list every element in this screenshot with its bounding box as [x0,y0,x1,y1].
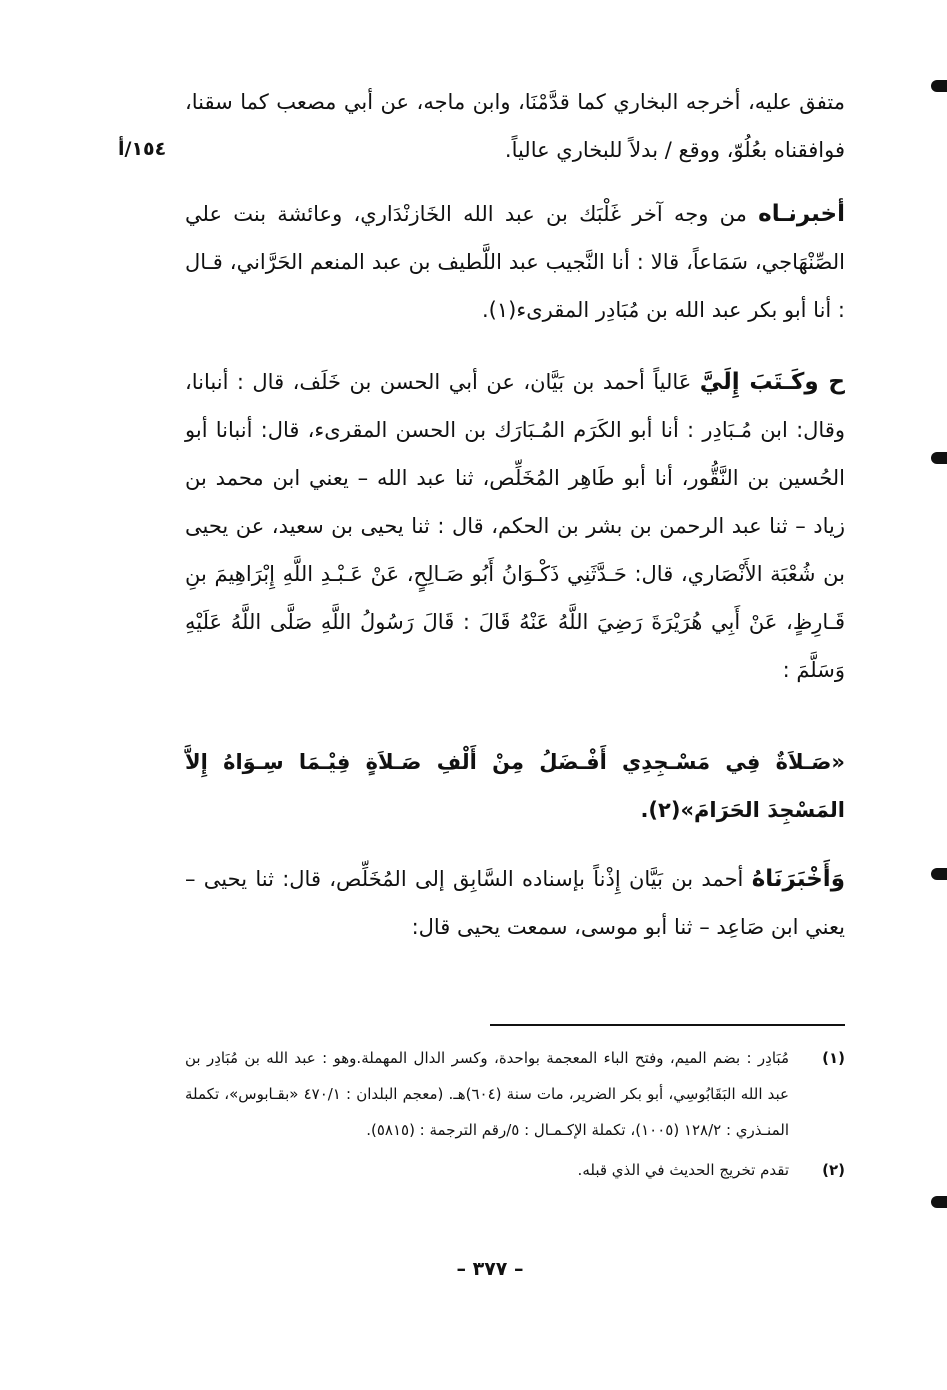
paragraph-text: من وجه آخر غَلْبَك بن عبد الله الخَازنْدَاري، وعائشة بنت علي الصِّنْهَاجي، سَمَاعاً، قالا : أنا النَّجيب عبد اللَّطيف بن عبد المنعم الحَرَّاني، قـال : أنا أبو بكر عبد الله بن مُبَادِر المقرىء(١). [185,202,845,322]
footnote-text: مُبَادِر : بضم الميم، وفتح الباء المعجمة بواحدة، وكسر الدال المهملة.وهو : عبد الله بن مُبَادِر بن عبد الله البَقَابُوسِي، أبو بكر الضرير، مات سنة (٦٠٤)هـ. (معجم البلدان : ٤٧٠/١ «بقـابوس»، تكملة المنـذري : ١٢٨/٢ (١٠٠٥)، تكملة الإكـمـال : ٥/رقم الترجمة : (٥٨١٥). [185,1049,789,1139]
footnote-divider [490,1024,845,1026]
paragraph-2 [185,190,845,334]
scan-edge-mark [931,1196,947,1208]
page-number: – ٣٧٧ – [456,1258,524,1280]
paragraph-5 [185,855,845,951]
paragraph-3 [185,358,845,694]
paragraph-4-hadith [185,738,845,834]
paragraph-lead: وَأَخْبَرَنَاهُ [751,866,845,892]
footnotes [185,1040,845,1192]
footnote-number: (١) [822,1049,845,1067]
paragraph-text: أحمد بن بَيَّان إِذْناً بإسناده السَّابِق إلى المُخَلِّص، قال: ثنا يحيى – يعني ابن صَاعِد – ثنا أبو موسى، سمعت يحيى قال: [185,867,845,939]
footnote-1 [185,1040,845,1148]
paragraph-text: متفق عليه، أخرجه البخاري كما قدَّمْنَا، وابن ماجه، عن أبي مصعب كما سقنا، فوافقناه بعُلُوّ، ووقع / بدلاً للبخاري عالياً. [185,90,845,162]
paragraph-1 [185,78,845,174]
paragraph-text: «صَـلاَةٌ فِي مَسْـجِدِي أَفْـضَلُ مِنْ أَلْفِ صَـلاَةٍ فِيْـمَا سِـوَاهُ إِلاَّ المَسْجِدَ الحَرَامَ»(٢). [185,750,845,822]
footnote-number: (٢) [822,1161,845,1179]
scan-edge-mark [931,452,947,464]
scan-edge-mark [931,80,947,92]
scan-edge-mark [931,868,947,880]
paragraph-lead: ح وكَـتَبَ إِلَيَّ [699,369,846,395]
footnote-2 [185,1152,845,1188]
paragraph-lead: أخبرنـاه [758,201,845,227]
paragraph-text: عَالياً أحمد بن بَيَّان، عن أبي الحسن بن خَلَف، قال : أنبانا، وقال: ابن مُـبَادِر : أنا أبو الكَرَم المُـبَارَك بن الحسن المقرىء، قال: أنبانا أبو الحُسين بن النَّقُّور، أنا أبو طَاهِر المُخَلِّص، ثنا عبد الله – يعني ابن محمد بن زياد – ثنا عبد الرحمن بن بشر بن الحكم، قال : ثنا يحيى بن سعيد، عن يحيى بن شُعْبَة الأَنْصَاري، قال: حَـدَّثَنِي ذَكْـوَانُ أَبُو صَـالِحٍ، عَنْ عَـبْـدِ اللَّهِ إِبْرَاهِيمَ بنِ قَـارِظٍ، عَنْ أَبِي هُرَيْرَةَ رَضِيَ اللَّهُ عَنْهُ قَالَ : قَالَ رَسُولُ اللَّهِ صَلَّى اللَّهُ عَلَيْهِ وَسَلَّمَ : [185,370,845,682]
margin-folio-reference: ١٥٤/أ [118,138,167,160]
footnote-text: تقدم تخريج الحديث في الذي قبله. [577,1161,789,1179]
